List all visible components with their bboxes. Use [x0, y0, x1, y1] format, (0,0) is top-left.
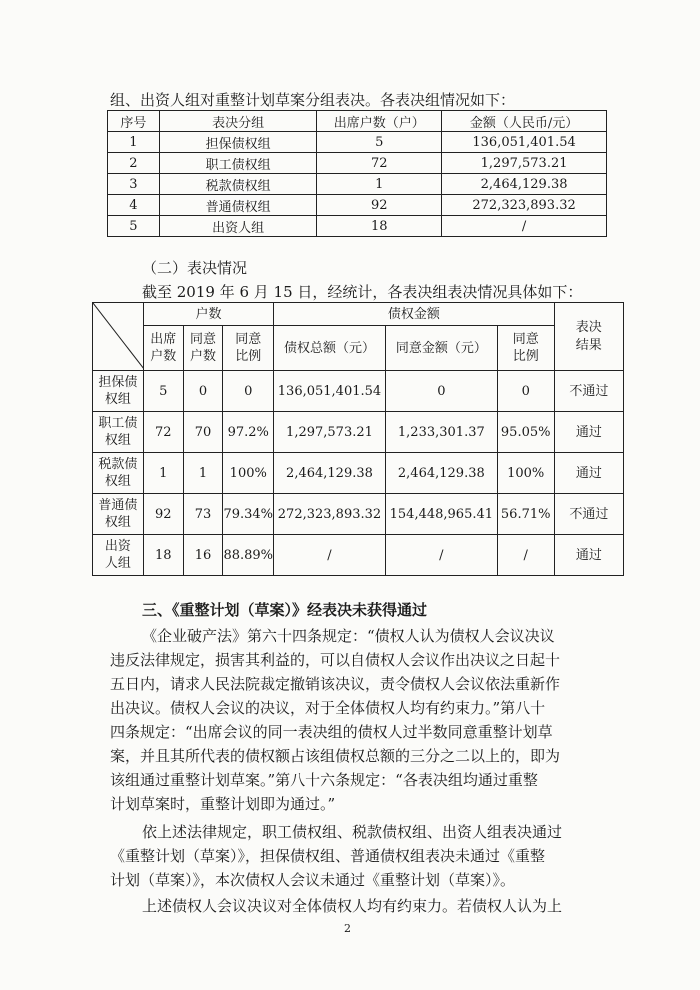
- table-cell: 出资人组: [159, 216, 317, 237]
- table-cell: 92: [317, 195, 442, 216]
- table-cell: 1,297,573.21: [274, 412, 386, 453]
- table-cell: 5: [108, 216, 160, 237]
- table-cell: 79.34%: [223, 494, 274, 535]
- section2-title: （二）表决情况: [142, 259, 248, 277]
- table-subheader-row: [93, 326, 624, 371]
- body-line: 依上述法律规定，职工债权组、税款债权组、出资人组表决通过: [142, 823, 563, 841]
- table-cell: 272,323,893.32: [274, 494, 386, 535]
- group-summary-table: [107, 110, 607, 237]
- voting-results-table: [92, 302, 624, 576]
- table-cell: 1: [317, 174, 442, 195]
- subheader-cell: 同意比例: [497, 326, 554, 371]
- table-cell: 100%: [497, 453, 554, 494]
- table-cell: 95.05%: [497, 412, 554, 453]
- table-cell: 136,051,401.54: [442, 132, 607, 153]
- table-cell: 1: [143, 453, 183, 494]
- table-cell: 16: [183, 535, 223, 576]
- table-row: [108, 153, 607, 174]
- body-line: 案，并且其所代表的债权额占该组债权总额的三分之二以上的，即为: [110, 747, 561, 765]
- table-row: [93, 412, 624, 453]
- subheader-cell: 同意比例: [223, 326, 274, 371]
- header-cell: 出席户数（户）: [317, 111, 442, 132]
- table-row: [93, 494, 624, 535]
- table-cell: 5: [317, 132, 442, 153]
- group-label-cell: 出资人组: [93, 535, 144, 576]
- body-line: 计划草案时，重整计划即为通过。”: [110, 795, 336, 813]
- result-cell: 通过: [554, 453, 623, 494]
- table-cell: 职工债权组: [159, 153, 317, 174]
- table-cell: 担保债权组: [159, 132, 317, 153]
- section2-intro: 截至 2019 年 6 月 15 日，经统计，各表决组表决情况具体如下：: [142, 283, 583, 301]
- table-cell: 0: [497, 371, 554, 412]
- body-line: 四条规定：“出席会议的同一表决组的债权人过半数同意重整计划草: [110, 723, 553, 741]
- result-cell: 不通过: [554, 494, 623, 535]
- table-row: [93, 453, 624, 494]
- group-label-cell: 税款债权组: [93, 453, 144, 494]
- table-row: [108, 174, 607, 195]
- table-cell: 272,323,893.32: [442, 195, 607, 216]
- table-cell: 88.89%: [223, 535, 274, 576]
- table-cell: 税款债权组: [159, 174, 317, 195]
- table-cell: 2: [108, 153, 160, 174]
- body-line: 计划（草案）》，本次债权人会议未通过《重整计划（草案）》。: [110, 871, 516, 889]
- table-cell: 0: [385, 371, 497, 412]
- table-cell: 1: [183, 453, 223, 494]
- amount-group-header: 债权金额: [274, 303, 555, 326]
- group-label-cell: 职工债权组: [93, 412, 144, 453]
- table-cell: 1,233,301.37: [385, 412, 497, 453]
- result-header: 表决结果: [554, 303, 623, 371]
- body-line: 该组通过重整计划草案。”第八十六条规定：“各表决组均通过重整: [110, 771, 538, 789]
- table-row: [93, 535, 624, 576]
- table-cell: 154,448,965.41: [385, 494, 497, 535]
- result-cell: 通过: [554, 412, 623, 453]
- table-cell: 4: [108, 195, 160, 216]
- table-row: [93, 371, 624, 412]
- body-line: 违反法律规定，损害其利益的，可以自债权人会议作出决议之日起十: [110, 651, 561, 669]
- header-cell: 表决分组: [159, 111, 317, 132]
- body-line: 《企业破产法》第六十四条规定：“债权人认为债权人会议决议: [142, 627, 555, 645]
- table-cell: 2,464,129.38: [385, 453, 497, 494]
- table-cell: 普通债权组: [159, 195, 317, 216]
- table-cell: 2,464,129.38: [274, 453, 386, 494]
- table-cell: /: [274, 535, 386, 576]
- table-cell: 56.71%: [497, 494, 554, 535]
- header-cell: 金额（人民币/元）: [442, 111, 607, 132]
- table-header-row: [93, 303, 624, 326]
- table-header-row: [108, 111, 607, 132]
- table-cell: 100%: [223, 453, 274, 494]
- group-label-cell: 普通债权组: [93, 494, 144, 535]
- table-row: [108, 195, 607, 216]
- diagonal-header-cell: [93, 303, 144, 371]
- table-cell: 72: [143, 412, 183, 453]
- table-cell: 1: [108, 132, 160, 153]
- result-cell: 不通过: [554, 371, 623, 412]
- table-cell: 92: [143, 494, 183, 535]
- households-group-header: 户数: [143, 303, 273, 326]
- header-cell: 序号: [108, 111, 160, 132]
- table-cell: 18: [317, 216, 442, 237]
- table-cell: /: [442, 216, 607, 237]
- table-cell: 73: [183, 494, 223, 535]
- table-cell: 97.2%: [223, 412, 274, 453]
- body-line: 出决议。债权人会议的决议，对于全体债权人均有约束力。”第八十: [110, 699, 546, 717]
- table-cell: /: [497, 535, 554, 576]
- page-number: 2: [344, 922, 351, 935]
- table-row: [108, 216, 607, 237]
- subheader-cell: 债权总额（元）: [274, 326, 386, 371]
- table-cell: 136,051,401.54: [274, 371, 386, 412]
- table-cell: 72: [317, 153, 442, 174]
- group-label-cell: 担保债权组: [93, 371, 144, 412]
- diagonal-line: [93, 303, 144, 369]
- intro-line: 组、出资人组对重整计划草案分组表决。各表决组情况如下：: [110, 91, 516, 109]
- subheader-cell: 出席户数: [143, 326, 183, 371]
- body-line: 《重整计划（草案）》，担保债权组、普通债权组表决未通过《重整: [110, 847, 546, 865]
- table-cell: 0: [223, 371, 274, 412]
- table-cell: 18: [143, 535, 183, 576]
- table-cell: 2,464,129.38: [442, 174, 607, 195]
- section3-title: 三、《重整计划（草案）》经表决未获得通过: [142, 601, 428, 619]
- table-cell: 5: [143, 371, 183, 412]
- table-cell: /: [385, 535, 497, 576]
- result-cell: 通过: [554, 535, 623, 576]
- body-line: 五日内，请求人民法院裁定撤销该决议，责令债权人会议依法重新作: [110, 675, 561, 693]
- table-cell: 70: [183, 412, 223, 453]
- table-cell: 1,297,573.21: [442, 153, 607, 174]
- subheader-cell: 同意金额（元）: [385, 326, 497, 371]
- body-line: 上述债权人会议决议对全体债权人均有约束力。若债权人认为上: [142, 897, 563, 915]
- subheader-cell: 同意户数: [183, 326, 223, 371]
- table-cell: 0: [183, 371, 223, 412]
- table-row: [108, 132, 607, 153]
- table-cell: 3: [108, 174, 160, 195]
